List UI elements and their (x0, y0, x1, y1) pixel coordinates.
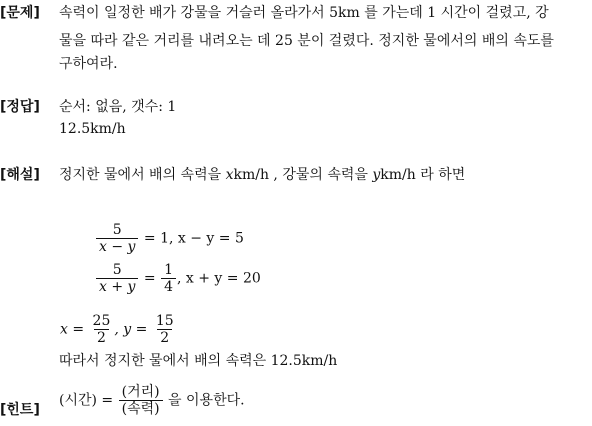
var-y: y (372, 167, 381, 183)
hint-denominator: (속력) (119, 400, 163, 417)
result-y-denominator: 2 (157, 329, 172, 346)
intro-text-c: km/h 라 하면 (380, 167, 466, 183)
result-y-numerator: 15 (155, 313, 174, 329)
solution-intro (59, 164, 465, 184)
hint-numerator: (거리) (121, 384, 160, 400)
eq1-numerator: 5 (112, 222, 122, 238)
equation-2 (95, 262, 261, 295)
eq2-rest: , x + y = 20 (177, 270, 261, 287)
result-fraction-x (90, 313, 114, 346)
hint-rest: 을 이용한다. (163, 392, 245, 409)
eq2-numerator: 5 (112, 262, 122, 278)
eq2-fraction-2 (161, 262, 176, 295)
problem-line-2: 물을 따라 같은 거리를 내려오는 데 25 분이 걸렸다. 정지한 물에서의 배의 속도를 (59, 33, 554, 49)
eq2-denominator-2: 4 (161, 278, 176, 295)
equation-1 (95, 222, 244, 255)
hint-tag: [힌트] (0, 402, 40, 418)
var-x: x (225, 167, 234, 183)
result-mid: , y = (114, 321, 152, 338)
answer-tag: [정답] (0, 99, 40, 115)
result-lhs: x = (60, 321, 89, 338)
problem-line-3: 구하여라. (59, 56, 118, 72)
answer-meta: 순서: 없음, 갯수: 1 (59, 99, 177, 115)
eq1-denominator: x − y (96, 238, 138, 255)
eq2-fraction (96, 262, 138, 295)
hint-lhs: (시간) = (59, 392, 118, 409)
hint-fraction (119, 384, 163, 417)
problem-line-1: 속력이 일정한 배가 강물을 거슬러 올라가서 5km 를 가는데 1 시간이 걸렸고, 강 (59, 5, 549, 21)
solution-conclusion: 따라서 정지한 물에서 배의 속력은 12.5km/h (59, 353, 338, 369)
eq1-fraction (96, 222, 138, 255)
solution-tag: [해설] (0, 167, 40, 183)
intro-text-a: 정지한 물에서 배의 속력을 (59, 167, 226, 183)
result-equation (60, 313, 178, 346)
eq2-denominator: x + y (96, 278, 138, 295)
hint-formula (59, 384, 245, 417)
result-x-numerator: 25 (92, 313, 111, 329)
eq2-numerator-2: 1 (164, 262, 173, 278)
eq1-rest: = 1, x − y = 5 (139, 230, 244, 247)
result-x-denominator: 2 (94, 329, 109, 346)
intro-text-b: km/h , 강물의 속력을 (233, 167, 373, 183)
answer-value: 12.5km/h (59, 121, 126, 137)
result-fraction-y (153, 313, 177, 346)
problem-tag: [문제] (0, 5, 40, 21)
eq2-mid: = (139, 270, 161, 287)
